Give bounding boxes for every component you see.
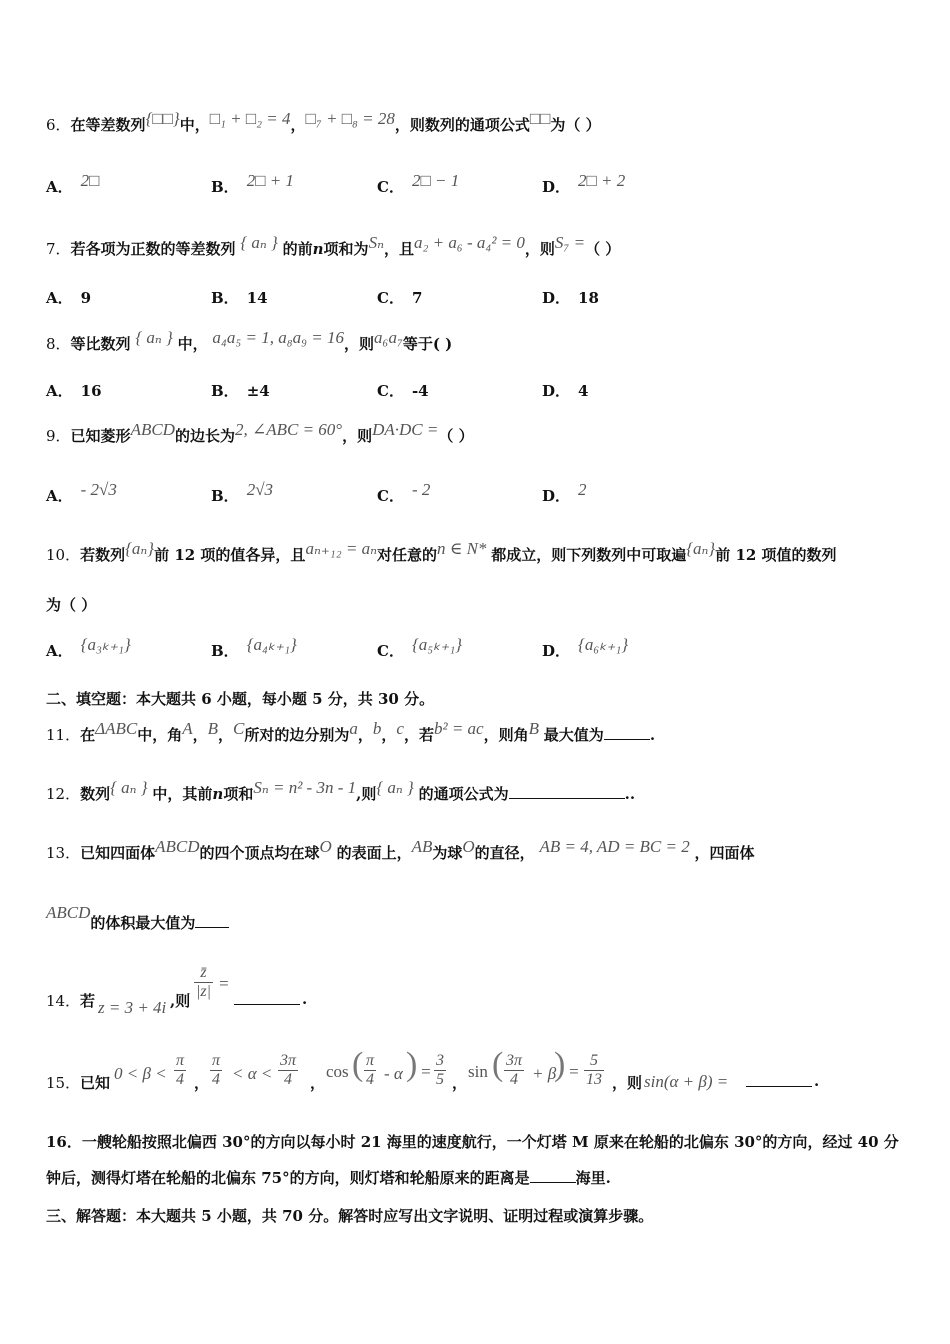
q6-math: □□: [529, 109, 551, 128]
question-11: 11．在ΔABC中，角A，B，C所对的边分别为a，b，c，若b² = ac，则角B 最大值为 .: [46, 719, 656, 744]
q6-math: □₇ + □₈ = 28: [305, 109, 395, 128]
q6-option-c: C． 2□ − 1: [377, 171, 460, 196]
q7-number: 7．: [46, 240, 71, 258]
q7-option-d: D． 18: [542, 289, 599, 307]
answer-blank: [530, 1168, 576, 1183]
q6-text: 在等差数列: [70, 116, 146, 134]
question-7: 7．若各项为正数的等差数列 { aₙ } 的前n项和为Sₙ，且a₂ + a₆ - a₄² = 0，则S₇ =（ ）: [46, 233, 621, 258]
q7-option-c: C． 7: [377, 289, 423, 307]
q6-option-d: D． 2□ + 2: [542, 171, 626, 196]
q6-math: {□□}: [145, 109, 180, 128]
q10-option-c: C． {a₅ₖ₊₁}: [377, 635, 463, 660]
question-12: 12．数列{ aₙ } 中，其前n项和Sₙ = n² - 3n - 1,则{ aₙ } 的通项公式为 ..: [46, 778, 636, 803]
q6-text: 为（ ）: [550, 116, 601, 134]
question-9: 9．已知菱形ABCD的边长为2, ∠ABC = 60°，则DA·DC =（ ）: [46, 420, 474, 445]
q9-option-b: B． 2√3: [211, 480, 274, 505]
answer-blank: [195, 913, 229, 928]
answer-blank: [234, 990, 300, 1005]
q6-math: □₁ + □₂ = 4: [209, 109, 291, 128]
q10-option-a: A． {a₃ₖ₊₁}: [46, 635, 131, 660]
q7-option-b: B． 14: [211, 289, 268, 307]
question-16: 16．一艘轮船按照北偏西 30°的方向以每小时 21 海里的速度航行，一个灯塔 M 原来在轮船的北偏东 30°的方向，经过 40 分钟后，测得灯塔在轮船的北偏东 75°的方向，则灯塔和轮船原来的距离是 海里.: [46, 1133, 899, 1187]
section-2-heading: 二、填空题：本大题共 6 小题，每小题 5 分，共 30 分。: [46, 690, 435, 708]
question-15: 15． 已知 0 < β < $\frac{\pi}{4}$ ， $\frac{\pi}{4}$ < α < $\frac{3\pi}{4}$ ， cos ( $\frac{\pi}{4}$ - α ) = $\frac{3}{5}$ ， sin ( $\frac{3\pi}{4}$ + β ) = $\frac{5}{13}$ ，则 sin(α + β) = .: [46, 1046, 820, 1092]
q6-option-b: B． 2□ + 1: [211, 171, 294, 196]
answer-blank: [604, 725, 650, 740]
q8-option-d: D． 4: [542, 382, 589, 400]
q9-option-d: D． 2: [542, 480, 587, 505]
answer-blank: [746, 1072, 812, 1087]
question-14: 14． 若 z = 3 + 4i ,则 $\frac{z̄}{|z|}$ = .: [46, 964, 308, 1017]
question-10-continued: 为（ ）: [46, 596, 97, 614]
q9-option-c: C． - 2: [377, 480, 431, 505]
question-8: 8．等比数列 { aₙ } 中， a₄a₅ = 1, a₈a₉ = 16，则a₆a₇等于( ): [46, 328, 453, 353]
q6-number: 6．: [46, 116, 71, 134]
answer-blank: [509, 784, 625, 799]
q7-option-a: A． 9: [46, 289, 92, 307]
q8-option-c: C． -4: [377, 382, 429, 400]
q10-option-b: B． {a₄ₖ₊₁}: [211, 635, 297, 660]
q6-option-a: A． 2□: [46, 171, 100, 196]
q9-option-a: A． - 2√3: [46, 480, 117, 505]
q6-text: ，则数列的通项公式: [394, 116, 530, 134]
question-6: [46, 109, 910, 135]
q10-option-d: D． {a₆ₖ₊₁}: [542, 635, 629, 660]
question-13: 13．已知四面体ABCD的四个顶点均在球O 的表面上，AB为球O的直径， AB = 4, AD = BC = 2 ，四面体: [46, 837, 755, 862]
question-10: 10．若数列{aₙ}前 12 项的值各异，且aₙ₊₁₂ = aₙ对任意的n ∈ N* 都成立，则下列数列中可取遍{aₙ}前 12 项值的数列: [46, 539, 837, 564]
q8-option-a: A． 16: [46, 382, 102, 400]
q6-text: ，: [290, 116, 306, 134]
question-13-continued: ABCD的体积最大值为: [46, 912, 910, 933]
q8-option-b: B． ±4: [211, 382, 270, 400]
section-3-heading: 三、解答题：本大题共 5 小题，共 70 分。解答时应写出文字说明、证明过程或演算步骤。: [46, 1207, 654, 1225]
q6-text: 中，: [179, 116, 210, 134]
fraction-zbar-over-abs-z: $\frac{z̄}{|z|}$: [196, 964, 212, 1000]
